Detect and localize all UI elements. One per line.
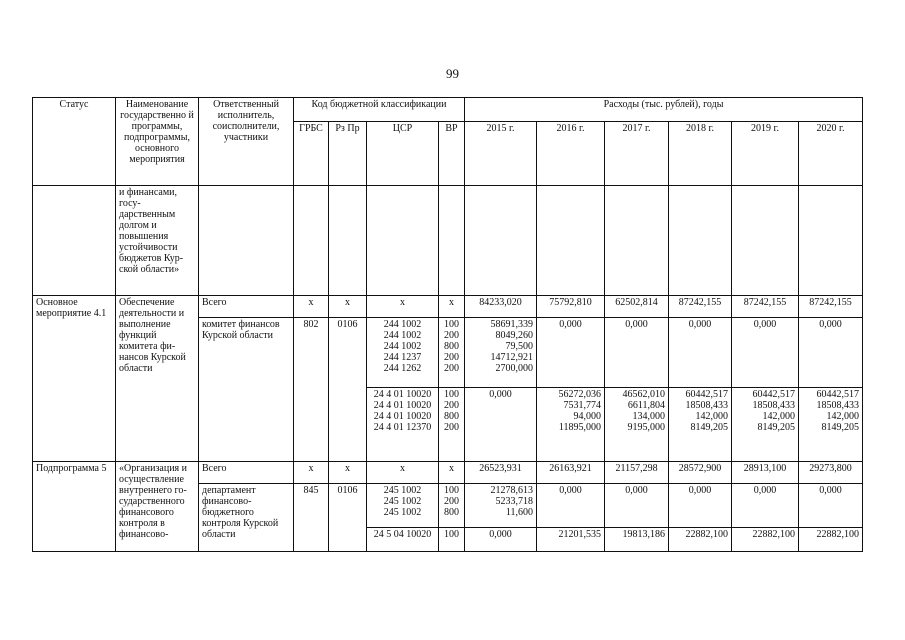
block2-2018: 0,000 bbox=[669, 484, 732, 528]
block2-total-2019: 28913,100 bbox=[732, 462, 799, 484]
block1-total-2017: 62502,814 bbox=[605, 296, 669, 318]
header-csr: ЦСР bbox=[367, 122, 439, 186]
block2-status: Подпрограмма 5 bbox=[33, 462, 116, 552]
header-rzpr: Рз Пр bbox=[329, 122, 367, 186]
block2-2015: 21278,613 5233,718 11,600 bbox=[465, 484, 537, 528]
cell-empty bbox=[799, 186, 863, 296]
block2-grbs: 845 bbox=[294, 484, 329, 552]
block2-csr: 245 1002 245 1002 245 1002 bbox=[367, 484, 439, 528]
block1-responsible: комитет финансов Курской области bbox=[199, 318, 294, 462]
block2-2019: 0,000 bbox=[732, 484, 799, 528]
header-year-2015: 2015 г. bbox=[465, 122, 537, 186]
block1-total-vr: х bbox=[439, 296, 465, 318]
block2-2018-2: 22882,100 bbox=[669, 528, 732, 552]
cell-empty bbox=[33, 186, 116, 296]
cell-empty bbox=[294, 186, 329, 296]
block1-2018-2: 60442,517 18508,433 142,000 8149,205 bbox=[669, 388, 732, 462]
header-grbs: ГРБС bbox=[294, 122, 329, 186]
cell-empty bbox=[669, 186, 732, 296]
block1-total-2019: 87242,155 bbox=[732, 296, 799, 318]
cell-empty bbox=[732, 186, 799, 296]
block2-vr-2: 100 bbox=[439, 528, 465, 552]
block1-2020-2: 60442,517 18508,433 142,000 8149,205 bbox=[799, 388, 863, 462]
block1-vr: 100 200 800 200 200 bbox=[439, 318, 465, 388]
block2-rzpr: 0106 bbox=[329, 484, 367, 552]
block1-total-csr: х bbox=[367, 296, 439, 318]
continuation-name: и финансами, госу- дарственным долгом и повышения устойчивости бюджетов Кур- ской области» bbox=[116, 186, 199, 296]
block2-total-rzpr: х bbox=[329, 462, 367, 484]
header-expenses-group: Расходы (тыс. рублей), годы bbox=[465, 98, 863, 122]
header-responsible: Ответственный исполнитель, соисполнители, участники bbox=[199, 98, 294, 186]
block2-2017-2: 19813,186 bbox=[605, 528, 669, 552]
block1-csr: 244 1002 244 1002 244 1002 244 1237 244 1262 bbox=[367, 318, 439, 388]
budget-table bbox=[32, 97, 863, 552]
header-code-group: Код бюджетной классификации bbox=[294, 98, 465, 122]
block2-2019-2: 22882,100 bbox=[732, 528, 799, 552]
block2-vr: 100 200 800 bbox=[439, 484, 465, 528]
block1-2016: 0,000 bbox=[537, 318, 605, 388]
cell-empty bbox=[465, 186, 537, 296]
block1-2019-2: 60442,517 18508,433 142,000 8149,205 bbox=[732, 388, 799, 462]
block2-2016-2: 21201,535 bbox=[537, 528, 605, 552]
block1-2017: 0,000 bbox=[605, 318, 669, 388]
block1-total-2020: 87242,155 bbox=[799, 296, 863, 318]
block1-total-2015: 84233,020 bbox=[465, 296, 537, 318]
header-year-2018: 2018 г. bbox=[669, 122, 732, 186]
block2-2020: 0,000 bbox=[799, 484, 863, 528]
block1-2018: 0,000 bbox=[669, 318, 732, 388]
header-vr: ВР bbox=[439, 122, 465, 186]
block1-2015-2: 0,000 bbox=[465, 388, 537, 462]
block1-name: Обеспечение деятельности и выполнение функций комитета фи-нансов Курской области bbox=[116, 296, 199, 462]
cell-empty bbox=[199, 186, 294, 296]
cell-empty bbox=[537, 186, 605, 296]
block1-2017-2: 46562,010 6611,804 134,000 9195,000 bbox=[605, 388, 669, 462]
block1-status: Основное мероприятие 4.1 bbox=[33, 296, 116, 462]
block2-total-csr: х bbox=[367, 462, 439, 484]
block2-total-grbs: х bbox=[294, 462, 329, 484]
block1-vr-2: 100 200 800 200 bbox=[439, 388, 465, 462]
block2-total-2017: 21157,298 bbox=[605, 462, 669, 484]
block2-total-2020: 29273,800 bbox=[799, 462, 863, 484]
block1-2020: 0,000 bbox=[799, 318, 863, 388]
block1-total-grbs: х bbox=[294, 296, 329, 318]
block1-2019: 0,000 bbox=[732, 318, 799, 388]
block2-2015-2: 0,000 bbox=[465, 528, 537, 552]
block2-name: «Организация и осуществление внутреннего го-сударственного финансового контроля в финансово- bbox=[116, 462, 199, 552]
cell-empty bbox=[605, 186, 669, 296]
header-year-2020: 2020 г. bbox=[799, 122, 863, 186]
header-year-2017: 2017 г. bbox=[605, 122, 669, 186]
cell-empty bbox=[367, 186, 439, 296]
block1-csr-2: 24 4 01 10020 24 4 01 10020 24 4 01 10020 24 4 01 12370 bbox=[367, 388, 439, 462]
block1-total-label: Всего bbox=[199, 296, 294, 318]
header-year-2019: 2019 г. bbox=[732, 122, 799, 186]
block1-total-rzpr: х bbox=[329, 296, 367, 318]
block1-2016-2: 56272,036 7531,774 94,000 11895,000 bbox=[537, 388, 605, 462]
block2-responsible: департамент финансово-бюджетного контроля Курской области bbox=[199, 484, 294, 552]
header-status: Статус bbox=[33, 98, 116, 186]
page-number: 99 bbox=[446, 66, 459, 81]
block1-rzpr: 0106 bbox=[329, 318, 367, 462]
table-row bbox=[33, 462, 863, 484]
block1-total-2018: 87242,155 bbox=[669, 296, 732, 318]
block2-2016: 0,000 bbox=[537, 484, 605, 528]
block2-2020-2: 22882,100 bbox=[799, 528, 863, 552]
block2-total-label: Всего bbox=[199, 462, 294, 484]
header-name: Наименование государственно й программы, подпрограммы, основного мероприятия bbox=[116, 98, 199, 186]
cell-empty bbox=[439, 186, 465, 296]
block2-total-vr: х bbox=[439, 462, 465, 484]
cell-empty bbox=[329, 186, 367, 296]
block1-2015: 58691,339 8049,260 79,500 14712,921 2700,000 bbox=[465, 318, 537, 388]
block2-2017: 0,000 bbox=[605, 484, 669, 528]
table-row bbox=[33, 296, 863, 318]
header-year-2016: 2016 г. bbox=[537, 122, 605, 186]
block1-total-2016: 75792,810 bbox=[537, 296, 605, 318]
block2-total-2018: 28572,900 bbox=[669, 462, 732, 484]
block1-grbs: 802 bbox=[294, 318, 329, 462]
table-row bbox=[33, 186, 863, 296]
block2-total-2015: 26523,931 bbox=[465, 462, 537, 484]
block2-csr-2: 24 5 04 10020 bbox=[367, 528, 439, 552]
block2-total-2016: 26163,921 bbox=[537, 462, 605, 484]
